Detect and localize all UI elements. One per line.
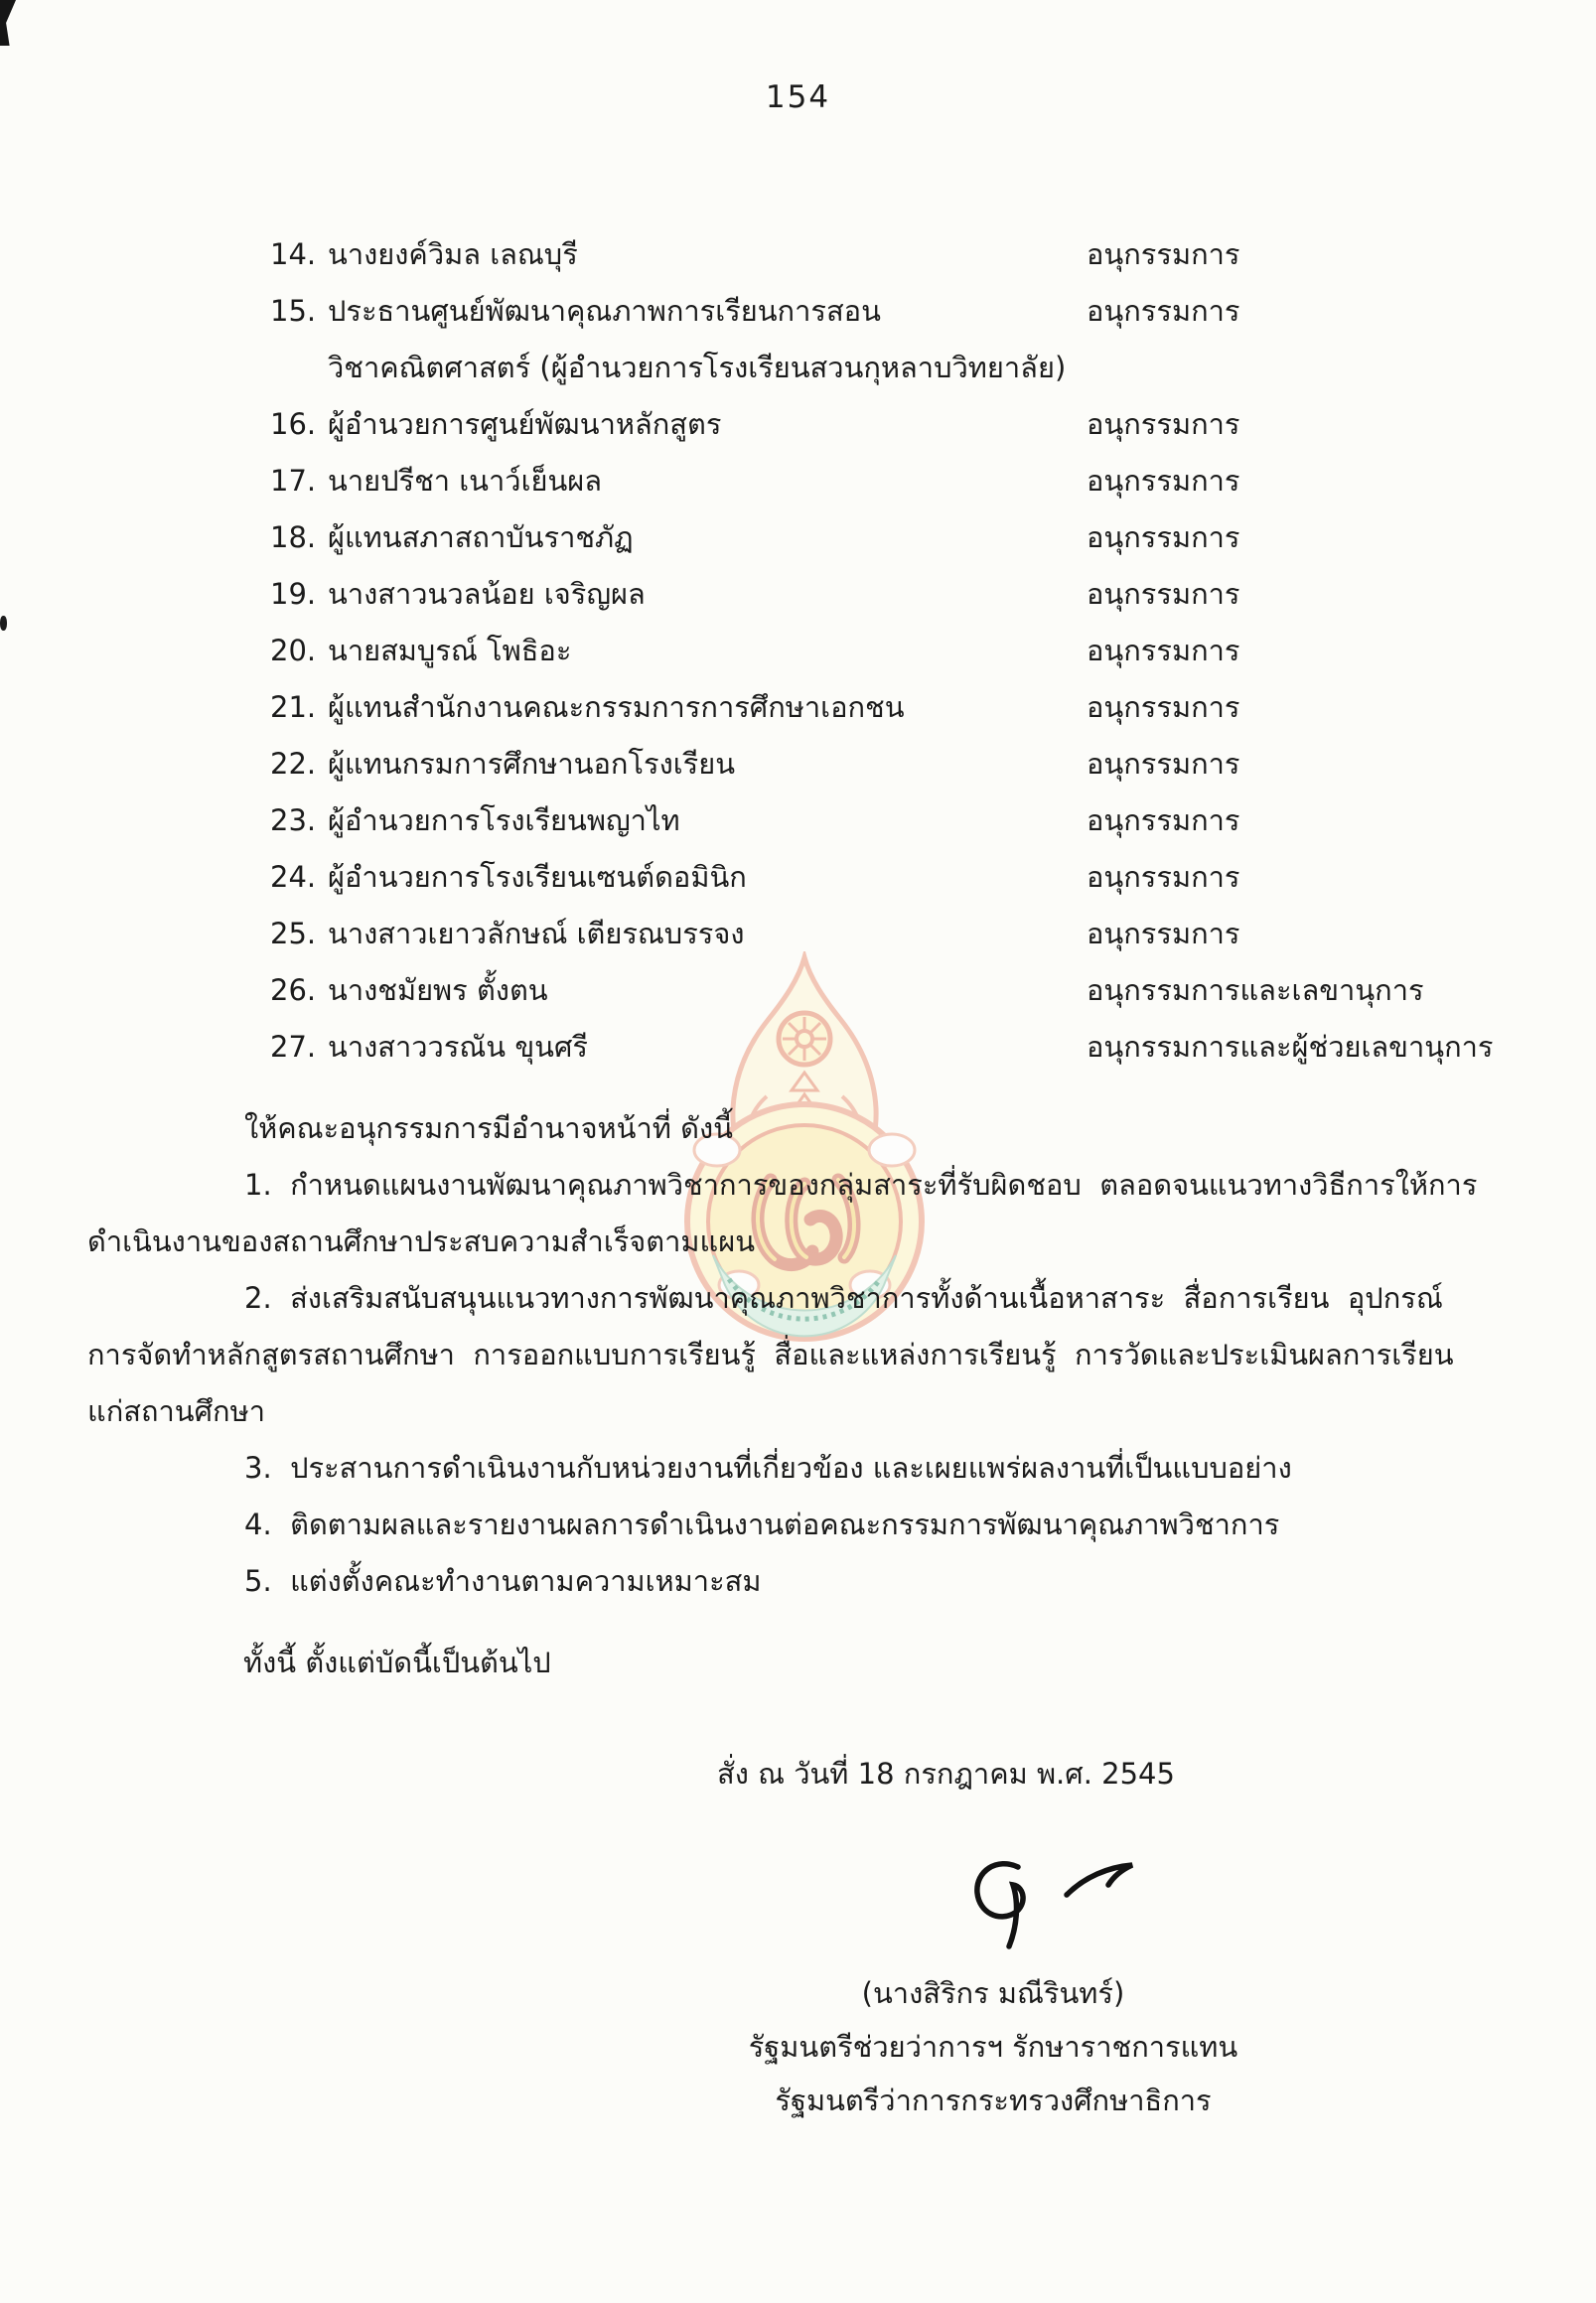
member-role: อนุกรรมการ [1087,294,1240,328]
scan-corner-artifact [0,0,16,46]
member-role: อนุกรรมการ [1087,690,1240,724]
committee-row [270,792,1561,849]
member-number: 18. [270,520,317,554]
member-name: ผู้แทนกรมการศึกษานอกโรงเรียน [328,747,736,781]
member-role: อนุกรรมการ [1087,464,1240,498]
scan-edge-artifact [0,616,7,631]
member-number: 25. [270,917,317,950]
member-number: 15. [270,294,317,328]
committee-row [270,566,1561,623]
member-role: อนุกรรมการ [1087,577,1240,611]
member-role: อนุกรรมการ [1087,634,1240,667]
committee-row [270,226,1561,283]
member-name: นายปรีชา เนาว์เย็นผล [328,464,603,498]
member-role: อนุกรรมการ [1087,520,1240,554]
member-role: อนุกรรมการและเลขานุการ [1087,973,1424,1007]
handwritten-signature [963,1853,1142,1956]
member-role: อนุกรรมการ [1087,237,1240,271]
member-role: อนุกรรมการ [1087,860,1240,894]
member-number: 21. [270,690,317,724]
duty-item-3: 3. ประสานการดำเนินงานกับหน่วยงานที่เกี่ยวข้อง และเผยแพร่ผลงานที่เป็นแบบอย่าง [244,1451,1292,1485]
signatory-name: (นางสิริกร มณีรินทร์) [861,1976,1125,2010]
committee-row [270,283,1561,396]
committee-row [270,679,1561,736]
committee-row [270,1019,1561,1076]
effective-statement: ทั้งนี้ ตั้งแต่บัดนี้เป็นต้นไป [243,1646,551,1679]
member-number: 27. [270,1030,317,1064]
member-name: ผู้แทนสภาสถาบันราชภัฏ [328,520,634,554]
member-number: 26. [270,973,317,1007]
duties-section [87,1100,1557,1610]
member-number: 24. [270,860,317,894]
committee-row [270,453,1561,509]
member-role: อนุกรรมการ [1087,917,1240,950]
member-number: 22. [270,747,317,781]
member-role: อนุกรรมการ [1087,803,1240,837]
duty-item-1: 1. กำหนดแผนงานพัฒนาคุณภาพวิชาการของกลุ่มสาระที่รับผิดชอบ ตลอดจนแนวทางวิธีการให้การ [244,1168,1478,1202]
committee-list [270,226,1561,1076]
member-name: นางชมัยพร ตั้งตน [328,973,548,1007]
duty-item-1-wrap: ดำเนินงานของสถานศึกษาประสบความสำเร็จตามแผน [87,1224,756,1258]
member-number: 19. [270,577,317,611]
member-number: 17. [270,464,317,498]
member-number: 23. [270,803,317,837]
committee-row [270,736,1561,792]
signatory-block [690,1966,1296,2127]
member-role: อนุกรรมการและผู้ช่วยเลขานุการ [1087,1030,1494,1064]
duties-intro: ให้คณะอนุกรรมการมีอำนาจหน้าที่ ดังนี้ [244,1111,733,1145]
member-name: นางยงค์วิมล เลณบุรี [328,237,578,271]
member-number: 14. [270,237,317,271]
page-number: 154 [765,79,831,115]
member-name: ผู้อำนวยการโรงเรียนพญาไท [328,803,680,837]
member-name: ประธานศูนย์พัฒนาคุณภาพการเรียนการสอน วิชาคณิตศาสตร์ (ผู้อำนวยการโรงเรียนสวนกุหลาบวิทยาลัย) [328,294,1067,384]
committee-row [270,623,1561,679]
signatory-title-2: รัฐมนตรีว่าการกระทรวงศึกษาธิการ [775,2084,1212,2117]
member-name: นายสมบูรณ์ โพธิอะ [328,634,572,667]
member-number: 20. [270,634,317,667]
member-name: นางสาวเยาวลักษณ์ เตียรณบรรจง [328,917,745,950]
committee-row [270,396,1561,453]
signatory-title-1: รัฐมนตรีช่วยว่าการฯ รักษาราชการแทน [748,2030,1238,2064]
member-name: นางสาวนวลน้อย เจริญผล [328,577,646,611]
duty-item-5: 5. แต่งตั้งคณะทำงานตามความเหมาะสม [244,1564,762,1598]
committee-row [270,849,1561,906]
committee-row [270,962,1561,1019]
committee-row [270,906,1561,962]
committee-row [270,509,1561,566]
member-role: อนุกรรมการ [1087,747,1240,781]
member-name: นางสาววรณัน ขุนศรี [328,1030,588,1064]
member-number: 16. [270,407,317,441]
duty-item-2-wrap: การจัดทำหลักสูตรสถานศึกษา การออกแบบการเรียนรู้ สื่อและแหล่งการเรียนรู้ การวัดและประเมินผลการเรียน [87,1338,1454,1371]
member-name: ผู้อำนวยการโรงเรียนเซนต์ดอมินิก [328,860,747,894]
duty-item-2: 2. ส่งเสริมสนับสนุนแนวทางการพัฒนาคุณภาพวิชาการทั้งด้านเนื้อหาสาระ สื่อการเรียน อุปกรณ์ [244,1281,1443,1315]
order-date-line: สั่ง ณ วันที่ 18 กรกฎาคม พ.ศ. 2545 [717,1757,1175,1791]
duty-item-2-wrap2: แก่สถานศึกษา [87,1394,265,1428]
member-name: ผู้อำนวยการศูนย์พัฒนาหลักสูตร [328,407,722,441]
duty-item-4: 4. ติดตามผลและรายงานผลการดำเนินงานต่อคณะกรรมการพัฒนาคุณภาพวิชาการ [244,1508,1280,1541]
member-name: ผู้แทนสำนักงานคณะกรรมการการศึกษาเอกชน [328,690,905,724]
member-role: อนุกรรมการ [1087,407,1240,441]
